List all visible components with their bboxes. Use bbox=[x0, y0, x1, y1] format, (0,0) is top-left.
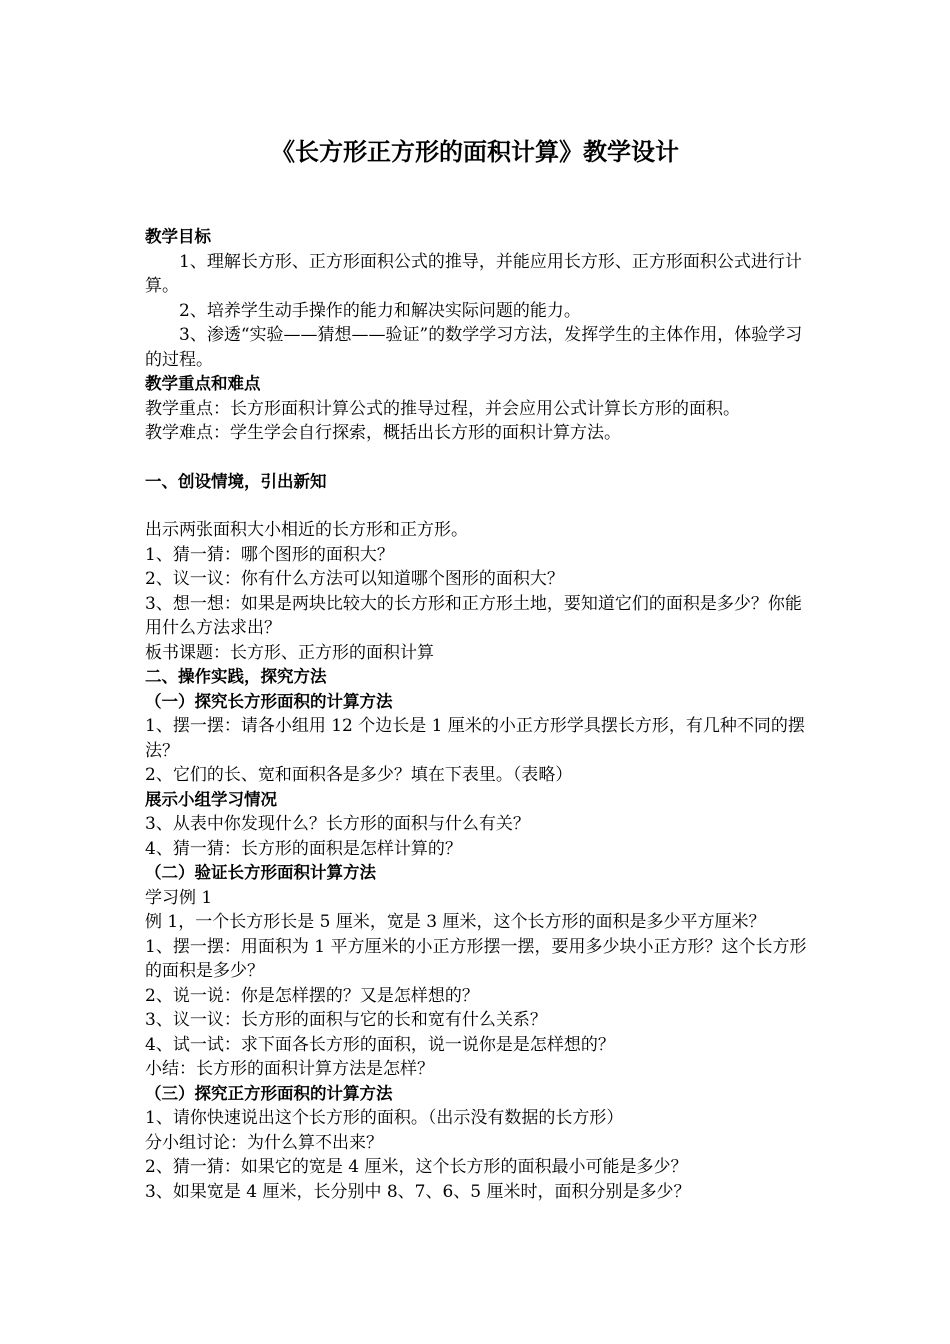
part3-heading: （三）探究正方形面积的计算方法 bbox=[145, 1083, 393, 1103]
part2-question-2: 2、说一说：你是怎样摆的？又是怎样想的？ bbox=[145, 985, 479, 1006]
section2-heading: 二、操作实践，探究方法 bbox=[145, 667, 327, 686]
part2-study: 学习例 1 bbox=[145, 887, 213, 908]
objective-item-2: 2、培养学生动手操作的能力和解决实际问题的能力。 bbox=[179, 300, 581, 321]
part2-question-1: 1、摆一摆：用面积为 1 平方厘米的小正方形摆一摆，要用多少块小正方形？这个长方形的面积是多少？ bbox=[145, 936, 807, 981]
part1-show-heading: 展示小组学习情况 bbox=[145, 789, 277, 809]
part1-question-1: 1、摆一摆：请各小组用 12 个边长是 1 厘米的小正方形学具摆长方形，有几种不同的摆法？ bbox=[145, 716, 805, 761]
part2-example: 例 1，一个长方形长是 5 厘米，宽是 3 厘米，这个长方形的面积是多少平方厘米？ bbox=[145, 912, 766, 932]
objective-item-3: 3、渗透“实验——猜想——验证”的数学学习方法，发挥学生的主体作用，体验学习的过程。 bbox=[145, 325, 803, 370]
part3-group-discussion: 分小组讨论：为什么算不出来？ bbox=[145, 1132, 383, 1153]
part2-heading: （二）验证长方形面积计算方法 bbox=[145, 863, 376, 882]
part1-question-4: 4、猜一猜：长方形的面积是怎样计算的？ bbox=[145, 838, 462, 859]
section1-intro: 出示两张面积大小相近的长方形和正方形。 bbox=[145, 520, 468, 540]
section1-question-3: 3、想一想：如果是两块比较大的长方形和正方形土地，要知道它们的面积是多少？你能用什么方法求出？ bbox=[145, 593, 802, 638]
section1-heading: 一、创设情境，引出新知 bbox=[145, 471, 327, 491]
objectives-heading: 教学目标 bbox=[145, 227, 211, 246]
spacer bbox=[145, 446, 815, 470]
part2-question-3: 3、议一议：长方形的面积与它的长和宽有什么关系？ bbox=[145, 1010, 547, 1030]
objective-item-1: 1、理解长方形、正方形面积公式的推导，并能应用长方形、正方形面积公式进行计算。 bbox=[145, 251, 802, 296]
spacer bbox=[145, 494, 815, 518]
part1-question-3: 3、从表中你发现什么？长方形的面积与什么有关？ bbox=[145, 814, 530, 834]
part2-summary: 小结：长方形的面积计算方法是怎样？ bbox=[145, 1059, 434, 1079]
section1-question-2: 2、议一议：你有什么方法可以知道哪个图形的面积大？ bbox=[145, 569, 564, 589]
part3-question-2: 2、猜一猜：如果它的宽是 4 厘米，这个长方形的面积最小可能是多少？ bbox=[145, 1157, 688, 1177]
section1-board-title: 板书课题：长方形、正方形的面积计算 bbox=[145, 642, 434, 663]
section1-question-1: 1、猜一猜：哪个图形的面积大？ bbox=[145, 544, 394, 565]
part2-question-4: 4、试一试：求下面各长方形的面积，说一说你是是怎样想的？ bbox=[145, 1034, 615, 1055]
document-title: 《长方形正方形的面积计算》教学设计 bbox=[271, 138, 679, 166]
part3-question-1: 1、请你快速说出这个长方形的面积。（出示没有数据的长方形） bbox=[145, 1108, 624, 1128]
document-body bbox=[145, 225, 815, 1204]
part3-question-3: 3、如果宽是 4 厘米，长分别中 8、7、6、5 厘米时，面积分别是多少？ bbox=[145, 1181, 691, 1202]
part1-heading: （一）探究长方形面积的计算方法 bbox=[145, 691, 393, 711]
part1-question-2: 2、它们的长、宽和面积各是多少？填在下表里。（表略） bbox=[145, 765, 573, 785]
key-focus: 教学重点：长方形面积计算公式的推导过程，并会应用公式计算长方形的面积。 bbox=[145, 398, 740, 419]
key-points-heading: 教学重点和难点 bbox=[145, 374, 261, 393]
key-difficulty: 教学难点：学生学会自行探索，概括出长方形的面积计算方法。 bbox=[145, 423, 621, 443]
